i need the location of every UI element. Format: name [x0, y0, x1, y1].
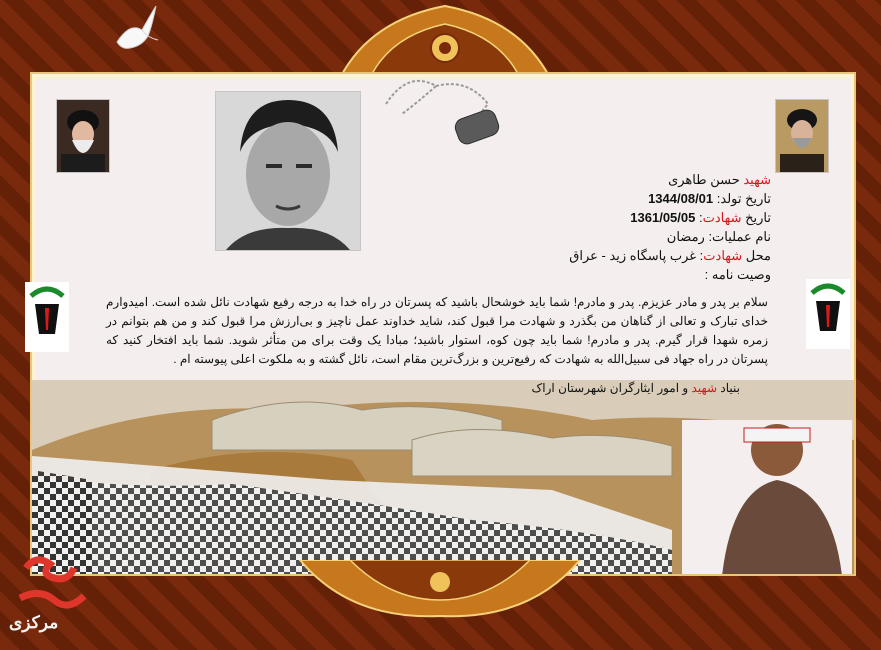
- martyrdom-colon: :: [699, 210, 703, 225]
- brand-caption: مرکزی: [9, 613, 59, 632]
- martyr-name: حسن طاهری: [668, 172, 740, 187]
- operation-line: [471, 227, 771, 246]
- portrait-image: [57, 100, 109, 172]
- foundation-logo-right: [806, 279, 850, 349]
- place-line: [471, 246, 771, 265]
- foundation-prefix: بنیاد: [720, 381, 740, 395]
- will-label: وصیت نامه :: [704, 267, 771, 282]
- place-value: غرب پاسگاه زید - عراق: [569, 248, 697, 263]
- will-text: سلام بر پدر و مادر عزیزم. پدر و مادرم! شما باید خوشحال باشید که پسرتان در راه خدا به درجه رفیع شهادت نائل شده است. امیدوارم خدای تبارک و تعالی از گناهان من بگذرد و شهادت مرا قبول کند، شاید خداوند عمل ناچیز و بی‌ارزش مرا قبول کند و من هم بتوانم در زمره شهدا قرار گیرم. پدر و مادرم! شما باید چون کوه، استوار باشید؛ مبادا یک وقت برای من متأثر شوید. شما باید افتخار کنید که پسرتان در راه جهاد فی سبیل‌الله به شهادت که رفیع‌ترین و بزرگ‌ترین مقام است، نائل گشته و به ملکوت اعلی پیوسته ام .: [106, 295, 768, 366]
- dog-tag-icon: [378, 74, 508, 164]
- place-word: شهادت: [703, 248, 743, 263]
- bottom-ornament: [290, 560, 590, 622]
- birth-line: [471, 189, 771, 208]
- martyrdom-date: 1361/05/05: [630, 210, 696, 225]
- foundation-line: [530, 381, 740, 395]
- foundation-logo-left: [25, 282, 69, 352]
- foundation-red-word: شهید: [691, 381, 718, 395]
- leader-portrait-right: [775, 99, 829, 173]
- martyr-photo-image: [216, 92, 360, 250]
- dove-icon: [112, 2, 162, 56]
- place-colon: :: [699, 248, 704, 263]
- scene-illustration: [32, 380, 854, 576]
- foundation-suffix: و امور ایثارگران شهرستان اراک: [531, 381, 689, 395]
- martyr-info: [471, 170, 771, 284]
- martyrdom-prefix: تاریخ: [745, 210, 771, 225]
- top-ornament: [330, 0, 560, 78]
- martyr-photo: [215, 91, 361, 251]
- place-prefix: محل: [745, 248, 771, 263]
- portrait-image: [776, 100, 828, 172]
- birth-label: تاریخ تولد:: [716, 191, 771, 206]
- name-line: [471, 170, 771, 189]
- foundation-logo-icon: [806, 279, 850, 349]
- foundation-logo-icon: [25, 282, 69, 352]
- martyrdom-word: شهادت: [702, 210, 742, 225]
- martyrdom-line: [471, 208, 771, 227]
- martyr-title: شهید: [743, 172, 771, 187]
- operation-value: رمضان: [666, 229, 705, 244]
- birth-date: 1344/08/01: [648, 191, 714, 206]
- operation-label: نام عملیات:: [708, 229, 771, 244]
- leader-portrait-left: [56, 99, 110, 173]
- battlefield-scene: [32, 380, 854, 576]
- brand-logo-icon: [6, 548, 96, 648]
